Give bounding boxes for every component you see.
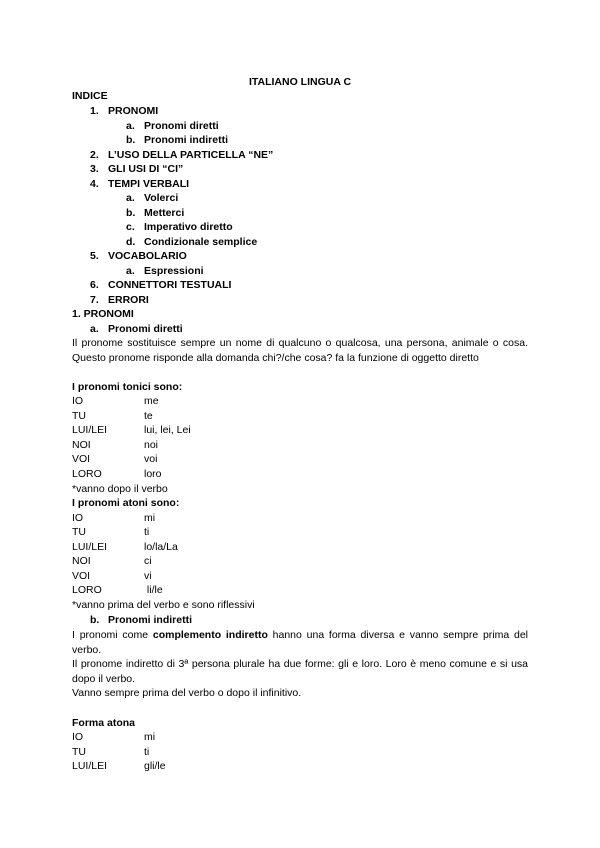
pronoun-person: IO bbox=[72, 512, 84, 524]
pronoun-person: LUI/LEI bbox=[72, 424, 108, 436]
toc-number: 7. bbox=[90, 294, 99, 306]
toc-item-vocabolario: VOCABOLARIO bbox=[108, 250, 187, 262]
pronoun-person: LUI/LEI bbox=[72, 760, 108, 772]
toc-number: 1. bbox=[90, 105, 99, 117]
pronoun-form: me bbox=[144, 395, 159, 407]
pronoun-form: vi bbox=[144, 570, 152, 582]
toc-sub-letter: d. bbox=[126, 236, 136, 248]
toc-number: 2. bbox=[90, 149, 99, 161]
toc-sub-imperativo: Imperativo diretto bbox=[144, 221, 233, 233]
subsection-letter: a. bbox=[90, 323, 99, 335]
pronoun-person: LUI/LEI bbox=[72, 541, 108, 553]
pronoun-form: lo/la/La bbox=[144, 541, 178, 553]
toc-sub-pronomi-diretti: Pronomi diretti bbox=[144, 120, 219, 132]
toc-item-tempi-verbali: TEMPI VERBALI bbox=[108, 178, 190, 190]
pronoun-person: TU bbox=[72, 526, 86, 538]
pronoun-person: IO bbox=[72, 395, 84, 407]
toc-number: 3. bbox=[90, 163, 99, 175]
pronoun-form: mi bbox=[144, 731, 156, 743]
paragraph-indiretti-1 bbox=[72, 628, 528, 658]
toc-sub-volerci: Volerci bbox=[144, 192, 179, 204]
toc-sub-letter: b. bbox=[126, 134, 136, 146]
pronoun-person: TU bbox=[72, 410, 86, 422]
pronoun-person: TU bbox=[72, 746, 86, 758]
subsection-letter: b. bbox=[90, 614, 100, 626]
index-heading: INDICE bbox=[72, 90, 108, 102]
toc-number: 4. bbox=[90, 178, 99, 190]
subsection-heading-pronomi-diretti: Pronomi diretti bbox=[108, 323, 183, 335]
tonici-note: *vanno dopo il verbo bbox=[72, 483, 168, 495]
toc-item-pronomi: PRONOMI bbox=[108, 105, 159, 117]
paragraph-pronomi-diretti: Il pronome sostituisce sempre un nome di qualcuno o qualcosa, una persona, animale o cosa. Questo pronome risponde alla domanda chi?/che cosa? fa la funzione di oggetto diretto bbox=[72, 337, 528, 364]
pronoun-person: VOI bbox=[72, 570, 91, 582]
paragraph-bold-text: complemento indiretto bbox=[152, 629, 268, 641]
toc-sub-pronomi-indiretti: Pronomi indiretti bbox=[144, 134, 228, 146]
pronoun-form: loro bbox=[144, 468, 162, 480]
pronoun-form: mi bbox=[144, 512, 156, 524]
paragraph-text: I pronomi come bbox=[72, 629, 153, 641]
pronoun-form: te bbox=[144, 410, 153, 422]
toc-sub-letter: a. bbox=[126, 120, 135, 132]
pronoun-form: ti bbox=[144, 526, 150, 538]
forma-atona-heading: Forma atona bbox=[72, 717, 136, 729]
toc-sub-letter: c. bbox=[126, 221, 135, 233]
subsection-heading-pronomi-indiretti: Pronomi indiretti bbox=[108, 614, 192, 626]
toc-sub-letter: a. bbox=[126, 192, 135, 204]
toc-sub-metterci: Metterci bbox=[144, 207, 185, 219]
pronoun-form: li/le bbox=[144, 584, 163, 596]
toc-item-ci: GLI USI DI “CI” bbox=[108, 163, 184, 175]
tonici-heading: I pronomi tonici sono: bbox=[72, 381, 183, 393]
pronoun-person: NOI bbox=[72, 555, 91, 567]
pronoun-form: ti bbox=[144, 746, 150, 758]
pronoun-form: ci bbox=[144, 555, 152, 567]
pronoun-person: LORO bbox=[72, 584, 102, 596]
pronoun-form: gli/le bbox=[144, 760, 166, 772]
toc-item-ne: L’USO DELLA PARTICELLA “NE” bbox=[108, 149, 274, 161]
pronoun-form: lui, lei, Lei bbox=[144, 424, 191, 436]
section-heading-pronomi: 1. PRONOMI bbox=[72, 308, 134, 320]
toc-sub-letter: a. bbox=[126, 265, 135, 277]
paragraph-indiretti-3: Vanno sempre prima del verbo o dopo il infinitivo. bbox=[72, 687, 302, 699]
pronoun-person: IO bbox=[72, 731, 84, 743]
atoni-heading: I pronomi atoni sono: bbox=[72, 497, 180, 509]
toc-item-errori: ERRORI bbox=[108, 294, 149, 306]
paragraph-indiretti-2: Il pronome indiretto di 3ª persona plurale ha due forme: gli e loro. Loro è meno comune e si usa dopo il verbo. bbox=[72, 658, 528, 685]
atoni-note: *vanno prima del verbo e sono riflessivi bbox=[72, 599, 255, 611]
pronoun-person: LORO bbox=[72, 468, 102, 480]
toc-sub-condizionale: Condizionale semplice bbox=[144, 236, 258, 248]
toc-sub-letter: b. bbox=[126, 207, 136, 219]
pronoun-person: VOI bbox=[72, 453, 91, 465]
paragraph-text: hanno una forma diversa e vanno sempre prima del verbo. bbox=[72, 629, 528, 656]
document-title: ITALIANO LINGUA C bbox=[248, 76, 352, 88]
toc-number: 5. bbox=[90, 250, 99, 262]
toc-number: 6. bbox=[90, 279, 99, 291]
toc-sub-espressioni: Espressioni bbox=[144, 265, 204, 277]
toc-item-connettori: CONNETTORI TESTUALI bbox=[108, 279, 232, 291]
pronoun-form: voi bbox=[144, 453, 158, 465]
pronoun-form: noi bbox=[144, 439, 159, 451]
pronoun-person: NOI bbox=[72, 439, 91, 451]
